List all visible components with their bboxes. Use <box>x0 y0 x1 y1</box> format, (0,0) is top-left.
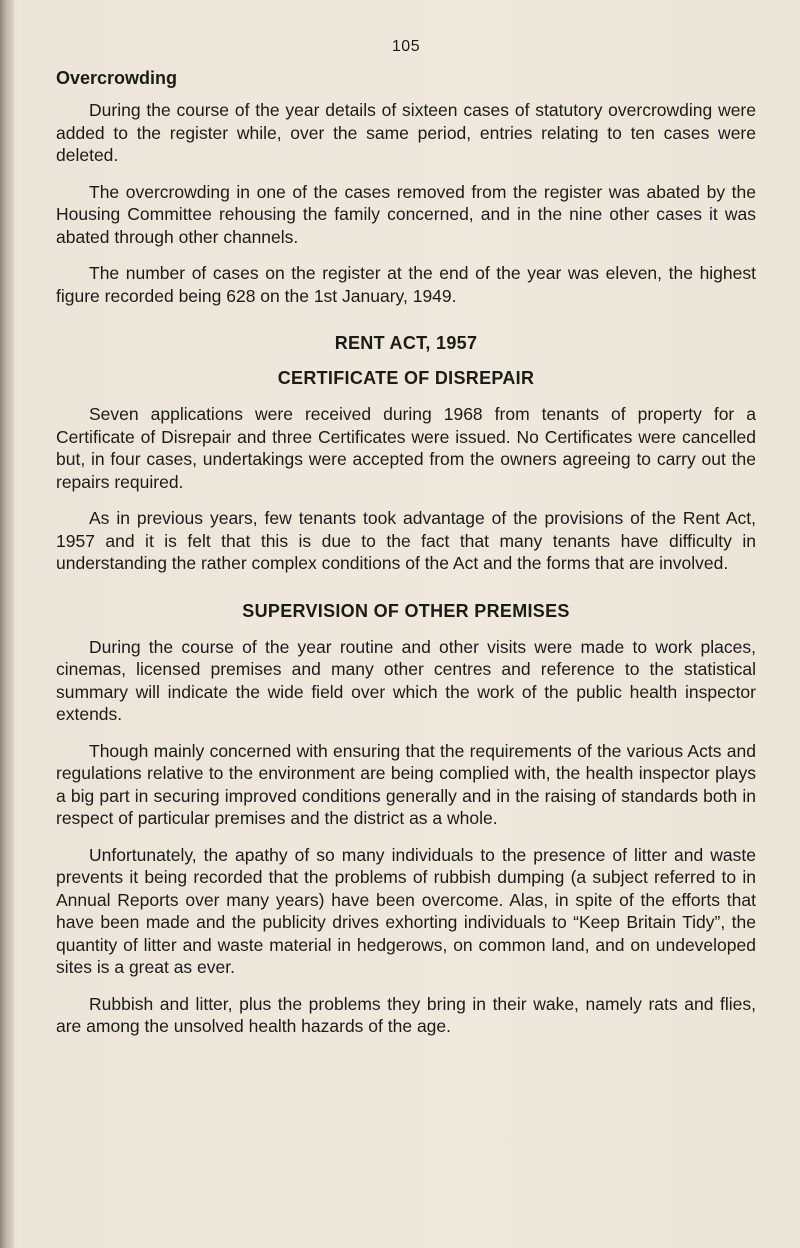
paragraph: Unfortunately, the apathy of so many individuals to the presence of litter and waste prevents it being recorded that the problems of rubbish dumping (a subject referred to in Annual Reports over many years) have been overcome. Alas, in spite of the efforts that have been made and the publicity drives exhorting individuals to “Keep Britain Tidy”, the quantity of litter and waste material in hedgerows, on common land, and on undeveloped sites is a great as ever. <box>56 844 756 977</box>
page-number: 105 <box>391 38 421 55</box>
paragraph: Rubbish and litter, plus the problems they bring in their wake, namely rats and flies, are among the unsolved health hazards of the age. <box>56 993 756 1036</box>
paragraph: Seven applications were received during 1968 from tenants of property for a Certificate of Disrepair and three Certificates were issued. No Certificates were cancelled but, in four cases, undertakings were accepted from the owners agreeing to carry out the repairs required. <box>56 404 756 492</box>
paragraph: Though mainly concerned with ensuring that the requirements of the various Acts and regulations relative to the environment are being complied with, the health inspector plays a big part in securing improved conditions generally and in the raising of standards both in respect of particular premises and the district as a whole. <box>56 740 756 828</box>
certificate-of-disrepair-heading: CERTIFICATE OF DISREPAIR <box>277 368 535 388</box>
paragraph: As in previous years, few tenants took advantage of the provisions of the Rent Act, 1957 and it is felt that this is due to the fact that many tenants have difficulty in understanding the rather complex conditions of the Act and the forms that are involved. <box>56 508 756 573</box>
overcrowding-heading: Overcrowding <box>56 68 178 88</box>
supervision-heading: SUPERVISION OF OTHER PREMISES <box>242 600 570 621</box>
rent-act-heading: RENT ACT, 1957 <box>334 333 478 353</box>
paragraph: The overcrowding in one of the cases removed from the register was abated by the Housing Committee rehousing the family concerned, and in the nine other cases it was abated through other channels. <box>56 181 756 247</box>
paragraph: During the course of the year details of sixteen cases of statutory overcrowding were added to the register while, over the same period, entries relating to ten cases were deleted. <box>56 100 756 165</box>
paragraph: The number of cases on the register at the end of the year was eleven, the highest figure recorded being 628 on the 1st January, 1949. <box>56 263 756 306</box>
page-content <box>56 38 756 1052</box>
paragraph: During the course of the year routine and other visits were made to work places, cinemas, licensed premises and many other centres and reference to the statistical summary will indicate the wide field over which the work of the public health inspector extends. <box>56 636 756 724</box>
page-binding-edge <box>0 0 14 1248</box>
